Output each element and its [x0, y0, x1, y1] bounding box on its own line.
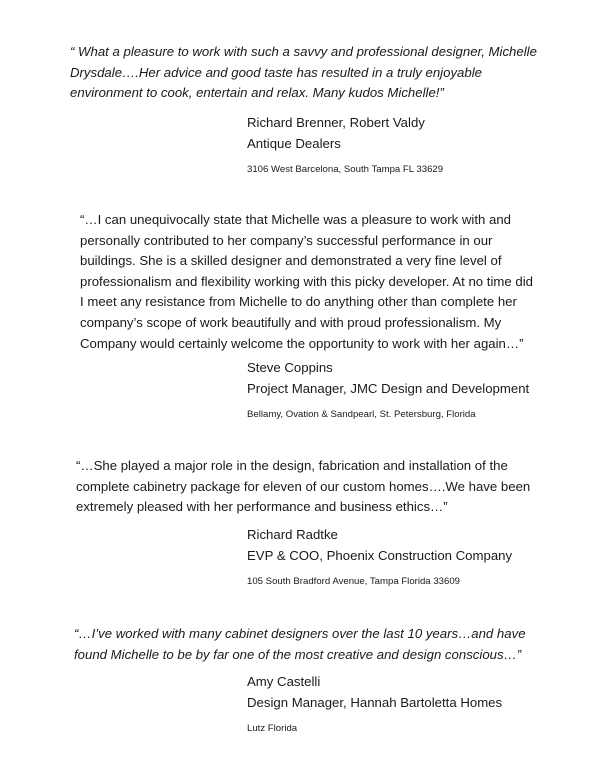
quote-line: I meet any resistance from Michelle to do anything other than complete her — [80, 294, 517, 310]
quote-line: company’s scope of work beautifully and with proud professionalism. My — [80, 314, 502, 330]
testimonial-2-attribution — [247, 358, 529, 421]
testimonial-1-title: Antique Dealers — [247, 135, 341, 151]
testimonial-1-attribution — [247, 113, 443, 176]
quote-line: found Michelle to be by far one of the most creative and design conscious…” — [74, 646, 522, 662]
quote-line: Drysdale….Her advice and good taste has resulted in a truly enjoyable — [70, 64, 482, 80]
testimonial-4-quote — [74, 624, 526, 665]
quote-line: “ What a pleasure to work with such a savvy and professional designer, Michelle — [70, 44, 537, 59]
testimonial-4-title: Design Manager, Hannah Bartoletta Homes — [247, 694, 503, 710]
quote-line: environment to cook, entertain and relax. Many kudos Michelle!” — [70, 85, 444, 101]
testimonial-3-name: Richard Radtke — [247, 527, 338, 542]
testimonial-3-title: EVP & COO, Phoenix Construction Company — [247, 547, 513, 563]
testimonial-1-location: 3106 West Barcelona, South Tampa FL 33629 — [247, 164, 444, 175]
testimonial-1-name: Richard Brenner, Robert Valdy — [247, 115, 425, 130]
testimonial-3-location: 105 South Bradford Avenue, Tampa Florida 33609 — [247, 576, 460, 587]
quote-line: professionalism and flexibility working with this picky developer. At no time did — [80, 273, 533, 289]
testimonial-2-quote — [80, 210, 533, 354]
quote-line: “…I can unequivocally state that Michelle was a pleasure to work with and — [80, 212, 512, 227]
testimonial-2-location: Bellamy, Ovation & Sandpearl, St. Petersburg, Florida — [247, 409, 476, 420]
testimonial-2-title: Project Manager, JMC Design and Development — [247, 380, 530, 396]
quote-line: personally contributed to her company’s successful performance in our — [80, 232, 493, 248]
testimonial-2-name: Steve Coppins — [247, 360, 333, 375]
quote-line: buildings. She is a skilled designer and demonstrated a very fine level of — [80, 253, 502, 269]
testimonial-4-name: Amy Castelli — [247, 674, 321, 689]
testimonial-3-quote — [76, 456, 530, 518]
testimonial-4-location: Lutz Florida — [247, 723, 298, 734]
testimonial-3-attribution — [247, 525, 512, 588]
quote-line: complete cabinetry package for eleven of our custom homes….We have been — [76, 478, 531, 494]
quote-line: Company would certainly welcome the opportunity to work with her again…” — [80, 335, 524, 351]
quote-line: extremely pleased with her performance and business ethics…” — [76, 499, 448, 515]
testimonial-4-attribution — [247, 672, 502, 735]
quote-line: “…She played a major role in the design, fabrication and installation of the — [76, 458, 508, 473]
quote-line: “…I’ve worked with many cabinet designers over the last 10 years…and have — [74, 626, 526, 641]
testimonial-1-quote — [70, 42, 537, 104]
